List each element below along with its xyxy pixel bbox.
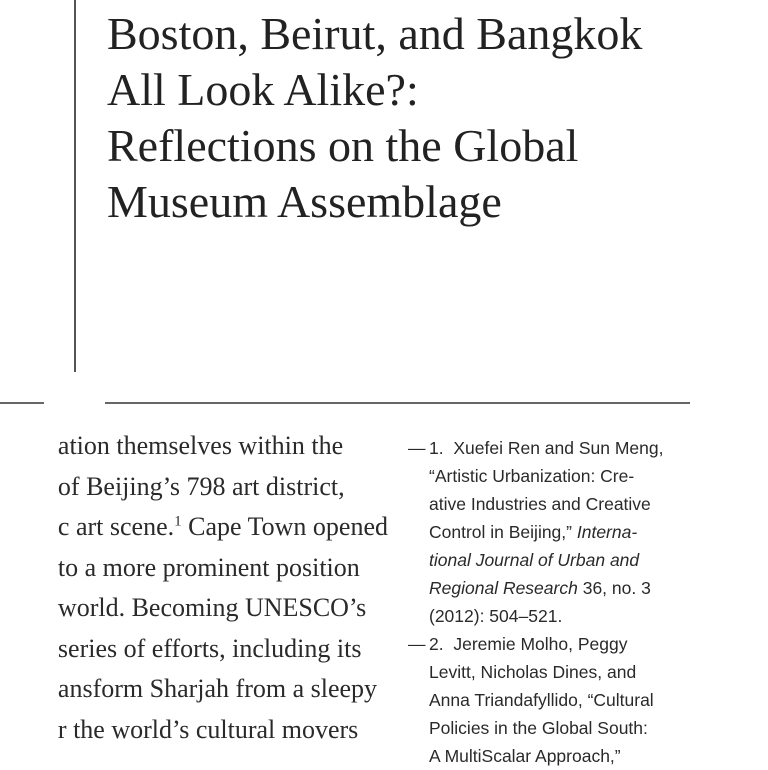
footnote-italic: tional Journal of Urban and [429,550,640,570]
footnote-line [429,630,758,658]
footnote-line: “Artistic Urbanization: Cre- [429,466,635,486]
footnote-dash: — [408,634,426,654]
footnotes [408,434,758,770]
footnote-text: Xuefei Ren and Sun Meng, [453,438,664,458]
chapter-title [107,6,642,230]
footnote-text: 36, no. 3 [577,578,651,598]
footnote-line: Policies in the Global South: [429,718,648,738]
horizontal-rule-right [105,402,690,404]
footnote-text: Jeremie Molho, Peggy [453,634,628,654]
vertical-rule [74,0,76,372]
body-text [58,426,388,750]
footnote-line [429,434,758,462]
body-line-part: c art scene. [57,512,175,541]
footnote-dash: — [408,438,426,458]
footnote-line [429,546,758,574]
title-line: Museum Assemblage [107,176,502,227]
body-line: ansform Sharjah from a sleepy [57,674,378,703]
body-line: ation themselves within the [57,431,344,460]
title-line: Reflections on the Global [107,120,579,171]
footnote-line: (2012): 504–521. [429,606,563,626]
footnote-italic: Regional Research [429,578,578,598]
body-line: series of efforts, including its [57,633,362,663]
footnote-line: ative Industries and Creative [429,494,651,514]
footnote-line [429,574,758,602]
footnote-1 [408,434,758,630]
body-line [58,507,388,548]
footnote-line: A MultiScalar Approach,” [429,746,621,766]
footnote-number: 2. [429,634,444,654]
footnote-number: 1. [429,438,444,458]
footnote-line: Anna Triandafyllido, “Cultural [429,690,654,710]
footnote-italic: Interna- [576,522,638,542]
title-line: All Look Alike?: [107,64,419,115]
body-line: to a more prominent position [57,552,360,582]
footnote-2 [408,630,758,770]
footnote-line [429,518,758,546]
body-line-part: Cape Town opened [181,512,388,541]
horizontal-rule-left [0,402,44,404]
title-line: Boston, Beirut, and Bangkok [107,8,643,59]
body-line: of Beijing’s 798 art district, [57,471,345,501]
footnote-line: Levitt, Nicholas Dines, and [429,662,637,682]
footnote-ref[interactable]: 1 [174,513,182,530]
body-line: r the world’s cultural movers [57,714,359,744]
body-line: world. Becoming UNESCO’s [57,593,367,622]
footnote-text: Control in Beijing,” [429,522,577,542]
